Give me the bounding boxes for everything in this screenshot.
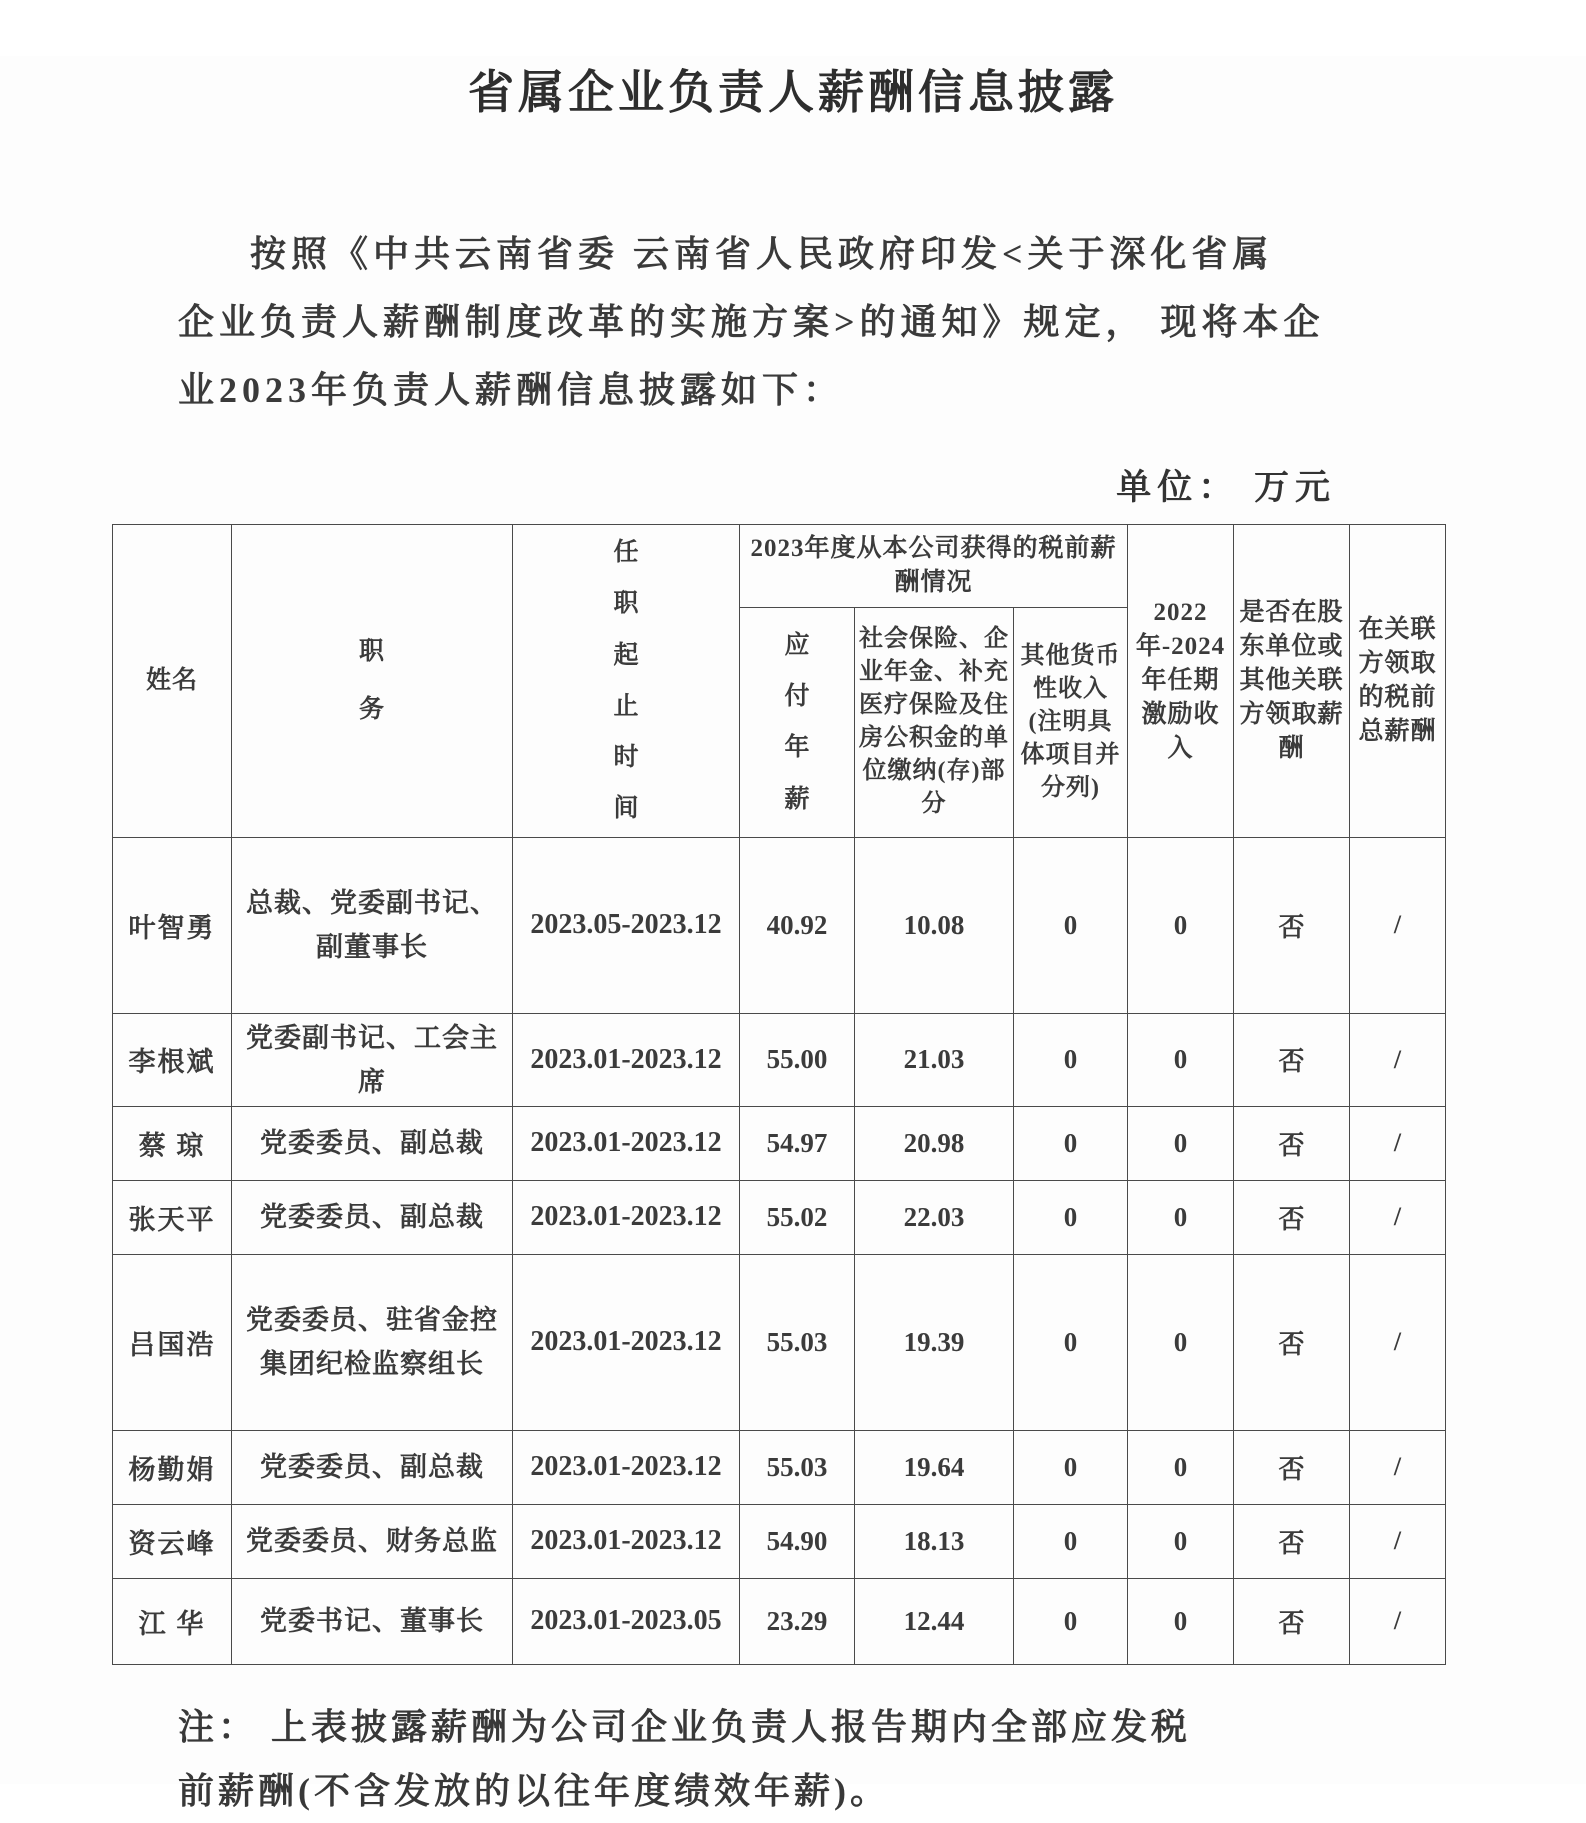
header-name: 姓名	[113, 525, 232, 838]
cell-shareholder: 否	[1234, 1430, 1350, 1504]
header-position	[232, 525, 513, 838]
cell-tenure: 2023.01-2023.12	[513, 1180, 740, 1254]
cell-name: 资云峰	[113, 1504, 232, 1578]
document-page	[0, 56, 1586, 1811]
cell-incentive: 0	[1128, 1578, 1234, 1664]
unit-label: 单位： 万元	[1116, 468, 1336, 507]
cell-related: /	[1350, 837, 1446, 1013]
cell-payable: 54.90	[740, 1504, 855, 1578]
header-tenure	[513, 525, 740, 838]
table-row	[113, 1504, 1446, 1578]
cell-social: 10.08	[855, 837, 1014, 1013]
table-row	[113, 837, 1446, 1013]
cell-incentive: 0	[1128, 1254, 1234, 1430]
intro-paragraph	[178, 220, 1416, 424]
table-row	[113, 1106, 1446, 1180]
cell-position: 党委委员、副总裁	[232, 1180, 513, 1254]
cell-shareholder: 否	[1234, 1254, 1350, 1430]
table-row	[113, 1430, 1446, 1504]
cell-social: 22.03	[855, 1180, 1014, 1254]
intro-line: 企业负责人薪酬制度改革的实施方案>的通知》规定， 现将本企	[178, 302, 1325, 342]
cell-other: 0	[1014, 1430, 1128, 1504]
header-social-insurance: 社会保险、企业年金、补充医疗保险及住房公积金的单位缴纳(存)部分	[855, 608, 1014, 837]
cell-related: /	[1350, 1180, 1446, 1254]
cell-tenure: 2023.01-2023.12	[513, 1254, 740, 1430]
cell-payable: 55.02	[740, 1180, 855, 1254]
salary-table	[112, 524, 1446, 1665]
cell-social: 18.13	[855, 1504, 1014, 1578]
header-other-monetary: 其他货币性收入(注明具体项目并分列)	[1014, 608, 1128, 837]
cell-position: 党委委员、驻省金控集团纪检监察组长	[232, 1254, 513, 1430]
header-tenure-text: 任职起止时间	[613, 539, 639, 823]
cell-related: /	[1350, 1013, 1446, 1106]
cell-incentive: 0	[1128, 1180, 1234, 1254]
footnote-line: 注： 上表披露薪酬为公司企业负责人报告期内全部应发税	[178, 1706, 1192, 1747]
cell-name: 张天平	[113, 1180, 232, 1254]
cell-other: 0	[1014, 1013, 1128, 1106]
footnote-line: 前薪酬(不含发放的以往年度绩效年薪)。	[178, 1770, 890, 1811]
cell-tenure: 2023.05-2023.12	[513, 837, 740, 1013]
cell-tenure: 2023.01-2023.12	[513, 1504, 740, 1578]
header-payable-salary	[740, 608, 855, 837]
cell-shareholder: 否	[1234, 1106, 1350, 1180]
cell-position: 总裁、党委副书记、副董事长	[232, 837, 513, 1013]
cell-payable: 54.97	[740, 1106, 855, 1180]
footnote	[178, 1695, 1416, 1823]
cell-name: 叶智勇	[113, 837, 232, 1013]
cell-related: /	[1350, 1504, 1446, 1578]
cell-social: 21.03	[855, 1013, 1014, 1106]
cell-position: 党委委员、副总裁	[232, 1106, 513, 1180]
cell-tenure: 2023.01-2023.12	[513, 1013, 740, 1106]
cell-payable: 55.03	[740, 1430, 855, 1504]
cell-tenure: 2023.01-2023.12	[513, 1430, 740, 1504]
header-related-party-pay: 在关联方领取的税前总薪酬	[1350, 525, 1446, 838]
cell-payable: 40.92	[740, 837, 855, 1013]
cell-related: /	[1350, 1430, 1446, 1504]
cell-tenure: 2023.01-2023.05	[513, 1578, 740, 1664]
cell-social: 19.39	[855, 1254, 1014, 1430]
header-shareholder-pay: 是否在股东单位或其他关联方领取薪酬	[1234, 525, 1350, 838]
cell-other: 0	[1014, 837, 1128, 1013]
cell-social: 20.98	[855, 1106, 1014, 1180]
cell-shareholder: 否	[1234, 837, 1350, 1013]
cell-position: 党委书记、董事长	[232, 1578, 513, 1664]
page-title: 省属企业负责人薪酬信息披露	[468, 66, 1118, 118]
cell-position: 党委委员、副总裁	[232, 1430, 513, 1504]
table-row	[113, 1254, 1446, 1430]
cell-shareholder: 否	[1234, 1180, 1350, 1254]
cell-tenure: 2023.01-2023.12	[513, 1106, 740, 1180]
cell-incentive: 0	[1128, 1504, 1234, 1578]
intro-line: 按照《中共云南省委 云南省人民政府印发<关于深化省属	[250, 234, 1274, 274]
header-position-text: 职务	[358, 638, 385, 723]
cell-payable: 23.29	[740, 1578, 855, 1664]
cell-shareholder: 否	[1234, 1504, 1350, 1578]
cell-name: 江 华	[113, 1578, 232, 1664]
cell-payable: 55.00	[740, 1013, 855, 1106]
cell-other: 0	[1014, 1254, 1128, 1430]
cell-name: 蔡 琼	[113, 1106, 232, 1180]
header-term-incentive: 2022年-2024年任期激励收入	[1128, 525, 1234, 838]
header-salary-group: 2023年度从本公司获得的税前薪酬情况	[740, 525, 1128, 608]
cell-incentive: 0	[1128, 837, 1234, 1013]
cell-shareholder: 否	[1234, 1578, 1350, 1664]
cell-other: 0	[1014, 1180, 1128, 1254]
cell-related: /	[1350, 1578, 1446, 1664]
cell-social: 12.44	[855, 1578, 1014, 1664]
cell-name: 李根斌	[113, 1013, 232, 1106]
cell-other: 0	[1014, 1106, 1128, 1180]
table-row	[113, 1578, 1446, 1664]
cell-name: 吕国浩	[113, 1254, 232, 1430]
intro-line: 业2023年负责人薪酬信息披露如下：	[178, 370, 845, 410]
cell-shareholder: 否	[1234, 1013, 1350, 1106]
cell-related: /	[1350, 1254, 1446, 1430]
cell-other: 0	[1014, 1578, 1128, 1664]
cell-position: 党委委员、财务总监	[232, 1504, 513, 1578]
cell-other: 0	[1014, 1504, 1128, 1578]
cell-incentive: 0	[1128, 1106, 1234, 1180]
cell-payable: 55.03	[740, 1254, 855, 1430]
cell-social: 19.64	[855, 1430, 1014, 1504]
table-row	[113, 1180, 1446, 1254]
table-row	[113, 1013, 1446, 1106]
cell-related: /	[1350, 1106, 1446, 1180]
cell-incentive: 0	[1128, 1430, 1234, 1504]
cell-name: 杨勤娟	[113, 1430, 232, 1504]
header-payable-salary-text: 应付年薪	[784, 631, 810, 813]
cell-position: 党委副书记、工会主席	[232, 1013, 513, 1106]
cell-incentive: 0	[1128, 1013, 1234, 1106]
table-header-row-group	[113, 525, 1446, 608]
